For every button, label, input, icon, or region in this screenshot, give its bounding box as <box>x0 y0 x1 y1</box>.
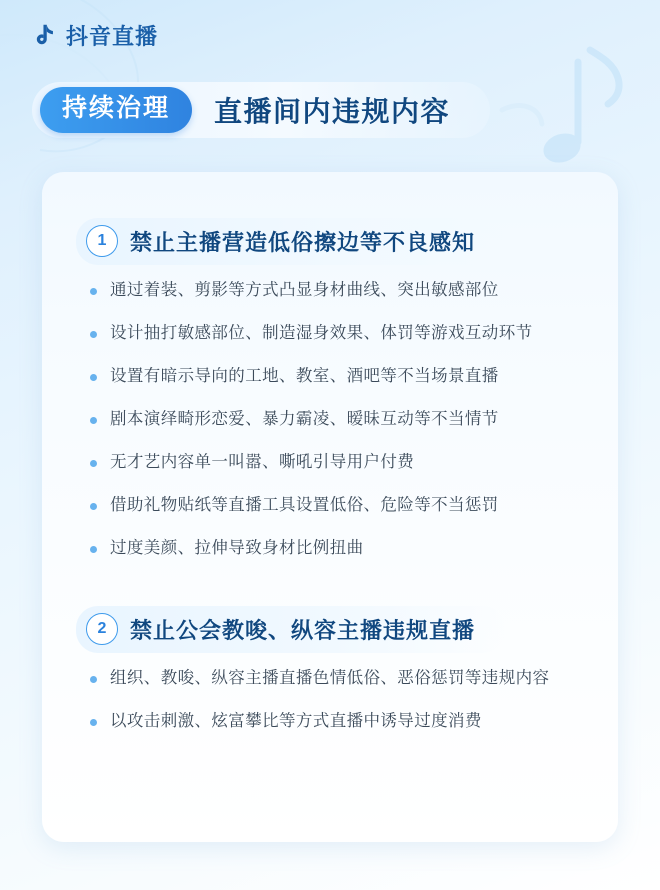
page-title-bar <box>32 82 490 138</box>
tiktok-music-note-icon <box>28 21 58 51</box>
brand-header <box>28 20 158 51</box>
section-2-list <box>76 667 584 734</box>
section-2-header <box>76 606 505 653</box>
section-2-title: 禁止公会教唆、纵容主播违规直播 <box>130 617 476 643</box>
brand-name: 抖音直播 <box>66 24 159 49</box>
status-badge: 持续治理 <box>40 87 192 133</box>
list-item: 剧本演绎畸形恋爱、暴力霸凌、暧昧互动等不当情节 <box>88 408 584 432</box>
section-1-number: 1 <box>86 225 118 257</box>
music-note-decoration-icon <box>482 38 642 188</box>
content-card <box>42 172 618 842</box>
section-2-number: 2 <box>86 613 118 645</box>
list-item: 过度美颜、拉伸导致身材比例扭曲 <box>88 537 584 561</box>
list-item: 通过着装、剪影等方式凸显身材曲线、突出敏感部位 <box>88 279 584 303</box>
section-2 <box>76 606 584 734</box>
list-item: 设置有暗示导向的工地、教室、酒吧等不当场景直播 <box>88 365 584 389</box>
list-item: 无才艺内容单一叫嚣、嘶吼引导用户付费 <box>88 451 584 475</box>
list-item: 以攻击刺激、炫富攀比等方式直播中诱导过度消费 <box>88 710 584 734</box>
page-title: 直播间内违规内容 <box>214 96 451 127</box>
list-item: 设计抽打敏感部位、制造湿身效果、体罚等游戏互动环节 <box>88 322 584 346</box>
list-item: 组织、教唆、纵容主播直播色情低俗、恶俗惩罚等违规内容 <box>88 667 584 691</box>
section-1-list <box>76 279 584 560</box>
section-1-header <box>76 218 505 265</box>
section-1 <box>76 218 584 560</box>
list-item: 借助礼物贴纸等直播工具设置低俗、危险等不当惩罚 <box>88 494 584 518</box>
section-1-title: 禁止主播营造低俗擦边等不良感知 <box>130 229 476 255</box>
